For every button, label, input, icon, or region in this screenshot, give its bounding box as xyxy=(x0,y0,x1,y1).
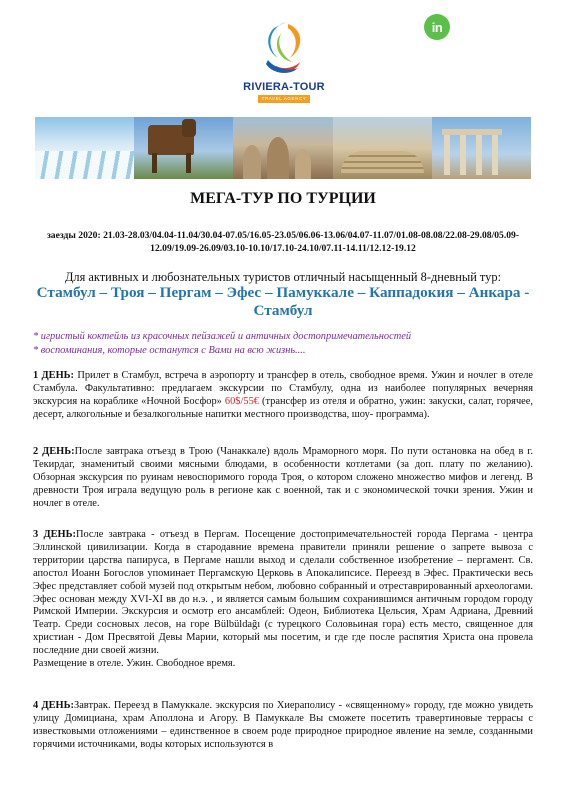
day-text: После завтрака - отъезд в Пергам. Посещение достопримечательностей города Пергама - центра Эллинской цивилизации. Когда в стародавние времена правители приняли решение о запрете вывоза с территории царства папируса, в Пергаме нашли выход и сделали собственное изобретение – пергамент. Св. апостол Иоанн Богослов упоминает Пергамскую Церковь в Апокалипсисе. Переезд в Эфес. Практически весь Эфес представляет собой музей под открытым небом, любовно собранный и отреставрированный археологами. Эфес основан между XVI-XI вв до н.э. , и является самым большим сохранившимся античным городом городу Римской Империи. Экскурсия и осмотр его ансамблей: Одеон, Библиотека Цельсия, Храм Адриана, Древний Театр. Среди сосновых лесов, на горе Bülbüldağı (с турецкого Соловьиная гора) есть место, священное для христиан - Дом Пресвятой Девы Марии, который мы посетим, и где где после распятия Христа она провела последние дни своей жизни. xyxy=(33,529,533,657)
intro-text: Для активных и любознательных туристов отличный насыщенный 8-дневный тур: xyxy=(64,270,502,284)
day-text: После завтрака отъезд в Трою (Чанаккале) вдоль Мраморного моря. По пути остановка на обед в г. Текирдаг, знаменитый своими мясными блюдами, в особенности котлетами (за доп. плату по желанию). Обзорная экскурсия по руинам невоспоримого города Троя, о котором сложено множество мифов и легенд. В древности Троя играла ведущую роль в регионе как с военной, так и с экономической точки зрения. Ужин и ночлег в отеле. xyxy=(33,446,533,509)
day-3 xyxy=(33,529,533,671)
day-label: 1 ДЕНЬ: xyxy=(33,370,75,381)
tour-dates: заезды 2020: 21.03-28.03/04.04-11.04/30.04-07.05/16.05-23.05/06.06-13.06/04.07-11.07/01.08-08.08/22.08-29.08/05.09-12.09/19.09-26.09/03.10-10.10/17.10-24.10/07.11-14.11/12.12-19.12 xyxy=(46,230,520,254)
logo-subtitle: TRAVEL AGENCY xyxy=(258,95,310,103)
day-1 xyxy=(33,370,533,422)
day-text: (трансфер из отеля и обратно, ужин: закуски, салат, горячее, десерт, алкогольные и безалкогольные напитки местного производства, шоу- программа). xyxy=(33,395,533,420)
day-text: Прилет в Стамбул, встреча в аэропорту и трансфер в отель, свободное время. Ужин и ночлег в отеле Стамбула. Факультативно: предлагаем экскурсии по Стамбулу, одна из наиболее популярных вечерняя экскурсия на кораблике «Ночной Босфор» xyxy=(33,370,533,407)
day-extra: Размещение в отеле. Ужин. Свободное время. xyxy=(33,658,236,670)
photo-banner xyxy=(35,117,531,179)
day-2 xyxy=(33,446,533,511)
day-label: 2 ДЕНЬ: xyxy=(33,446,75,457)
day-label: 4 ДЕНЬ: xyxy=(33,700,74,711)
photo-ephesus-columns xyxy=(432,117,531,179)
day-text: Завтрак. Переезд в Памуккале. экскурсия по Хиераполису - «священному» городу, где можно увидеть улицу Домициана, храм Аполлона и Агору. В Памуккале Вы сможете посетить травертиновые террасы с известковыми отложениями – единственное в своем роде природное природное явление на земле, созданными горячими источниками, воды которых используются в xyxy=(33,700,533,750)
route-title: Стамбул – Троя – Пергам – Эфес – Памуккале – Каппадокия – Анкара - Стамбул xyxy=(36,284,530,319)
logo-swirl-icon xyxy=(238,18,330,80)
tagline-item: * игристый коктейль из красочных пейзажей и античных достопримечательностей xyxy=(33,331,412,342)
logo-name: RIVIERA-TOUR xyxy=(243,81,325,93)
day-label: 3 ДЕНЬ: xyxy=(33,529,76,540)
page-title: МЕГА-ТУР ПО ТУРЦИИ xyxy=(190,190,376,207)
price-tag: 60$/55€ xyxy=(224,395,259,407)
taglines xyxy=(33,330,533,358)
in-badge-icon[interactable]: in xyxy=(424,14,450,40)
tagline-item: * воспоминания, которые останутся с Вами на всю жизнь.... xyxy=(33,345,306,356)
day-4 xyxy=(33,700,533,752)
photo-pamukkale xyxy=(35,117,134,179)
photo-hierapolis xyxy=(333,117,432,179)
photo-cappadocia xyxy=(233,117,332,179)
photo-trojan-horse xyxy=(134,117,233,179)
riviera-tour-logo xyxy=(238,18,330,106)
